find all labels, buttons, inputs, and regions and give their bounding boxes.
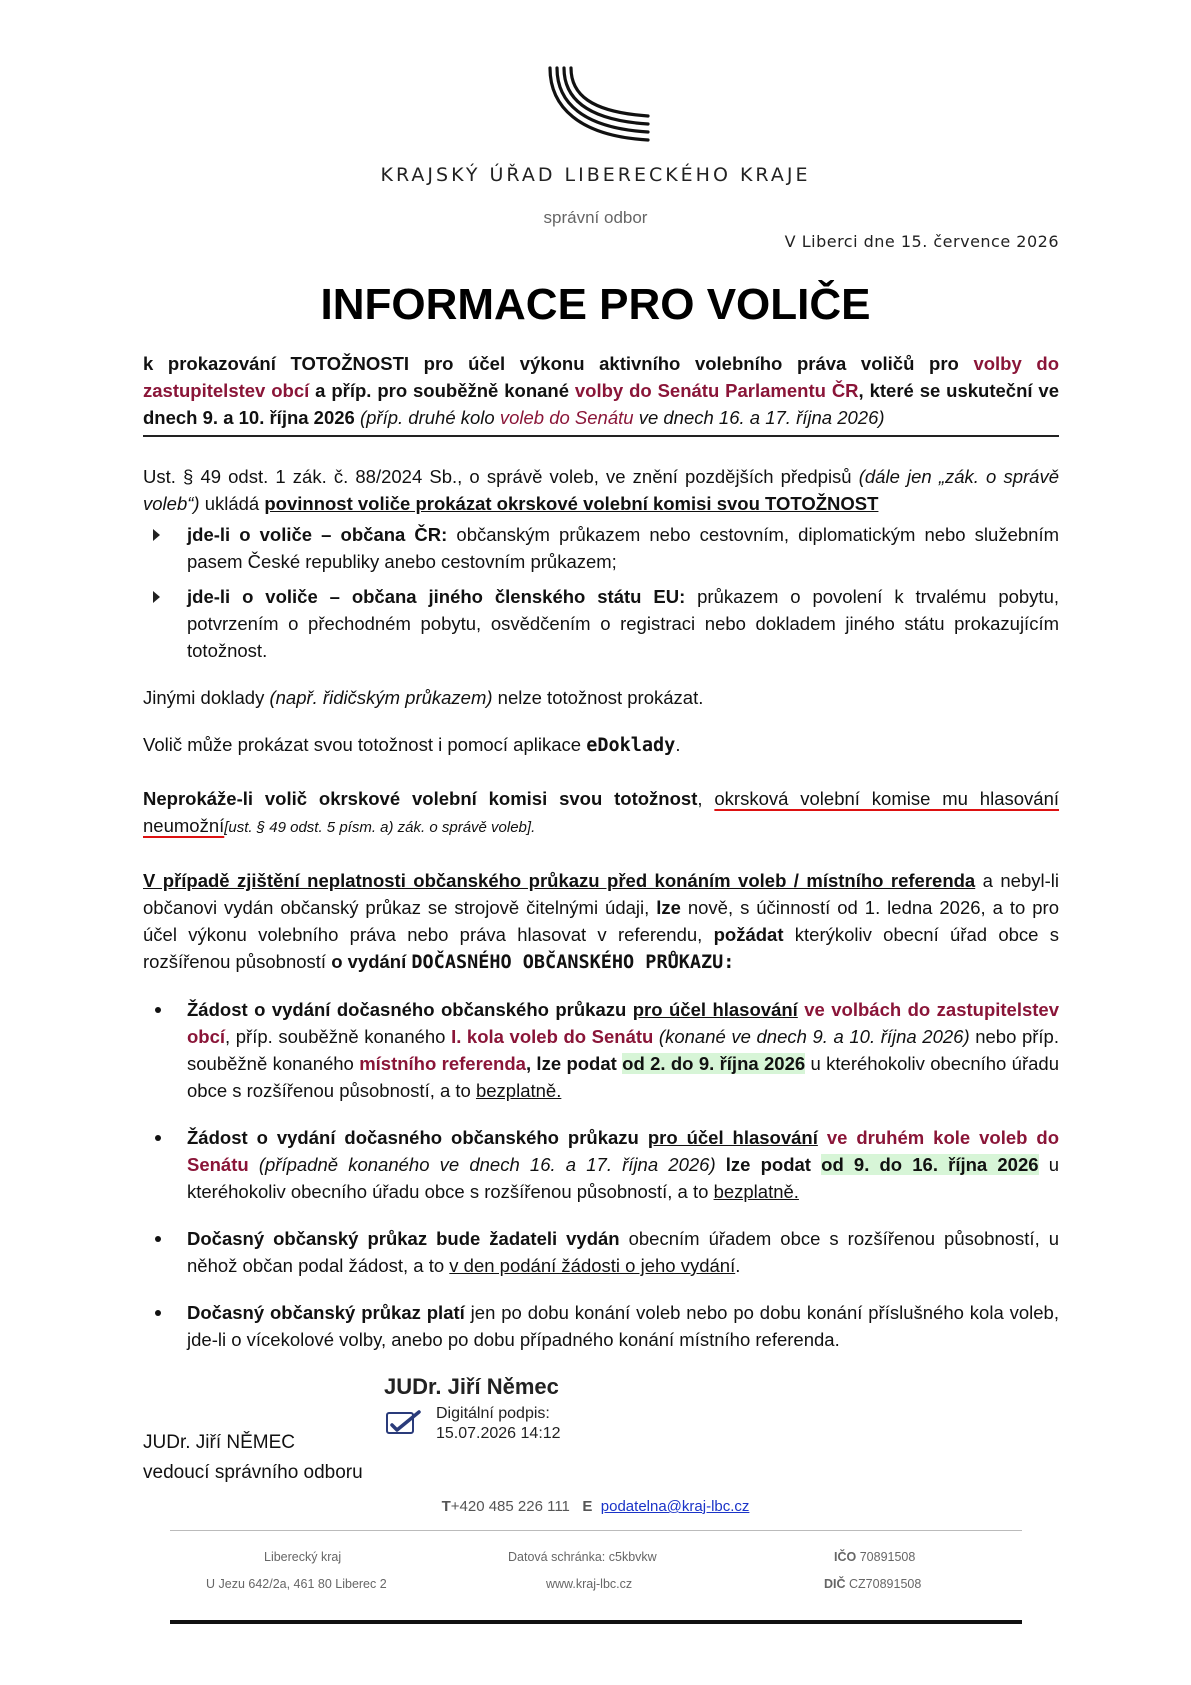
bullet-text: ve volbách do zastupitelstev obcí <box>187 999 1060 1047</box>
invalid-id-heading: V případě zjištění neplatnosti občanského průkazu před konáním voleb / místního referenda <box>143 870 976 891</box>
edoklady-paragraph <box>143 731 1059 759</box>
other-documents-paragraph <box>143 684 1059 711</box>
bullet-text: Žádost o vydání dočasného občanského průkazu <box>187 1127 648 1148</box>
invalid-id-paragraph <box>143 867 1059 976</box>
email-link[interactable]: podatelna@kraj-lbc.cz <box>600 1498 750 1515</box>
bullet-text: nebo příp. souběžně konaného <box>187 1026 1059 1074</box>
law-abbrev: (dále jen „zák. o správě voleb“) <box>143 466 1059 514</box>
no-id-paragraph <box>143 785 1059 841</box>
krajsky-urad-logo <box>548 66 658 156</box>
footer-region-name: Liberecký kraj <box>264 1550 342 1564</box>
bullet-text: místního referenda <box>359 1053 526 1074</box>
bullet-text: , příp. souběžně konaného <box>225 1026 452 1047</box>
edoklady-text: Volič může prokázat svou totožnost i pomocí aplikace <box>143 734 587 755</box>
bullet-text: pro účel hlasování <box>647 1127 818 1148</box>
bullet-text: . <box>735 1255 741 1276</box>
list-item <box>143 1225 1059 1279</box>
other-docs-text: nelze totožnost prokázat. <box>492 687 704 708</box>
digital-signature-name: JUDr. Jiří Němec <box>384 1374 559 1399</box>
footer-website: www.kraj-lbc.cz <box>546 1577 633 1591</box>
bullet-icon <box>155 1236 161 1242</box>
bullet-text: (případně konaného ve dnech 16. a 17. října 2026) <box>248 1154 716 1175</box>
intro-senate-elections: volby do Senátu Parlamentu ČR <box>574 380 859 401</box>
bullet-text: Žádost o vydání dočasného občanského průkazu <box>187 999 633 1020</box>
law-obligation: povinnost voliče prokázat okrskové volební komisi svou TOTOŽNOST <box>264 493 879 514</box>
bullet-text: I. kola voleb do Senátu <box>451 1026 654 1047</box>
law-paragraph <box>143 463 1059 517</box>
other-docs-text: Jinými doklady <box>143 687 270 708</box>
bullet-text: bezplatně. <box>713 1181 799 1202</box>
bullet-text: ve druhém kole voleb do Senátu <box>187 1127 1059 1175</box>
invalid-id-text: lze <box>656 897 681 918</box>
invalid-id-text: kterýkoliv obecní úřad obce s rozšířenou působností <box>143 924 1059 972</box>
signatory <box>143 1428 363 1488</box>
bullet-text: Dočasný občanský průkaz platí <box>187 1302 465 1323</box>
footer-divider <box>170 1530 1022 1531</box>
ico-value: 70891508 <box>859 1550 916 1564</box>
list-item-text: průkazem o povolení k trvalému pobytu, potvrzením o přechodném pobytu, osvědčením o registraci nebo dokladem jiného státu prokazujícím totožnost. <box>187 586 1059 661</box>
list-item <box>143 1299 1059 1353</box>
arrow-bullet-icon <box>153 591 160 603</box>
document-body <box>143 350 1059 1373</box>
list-item-heading: jde-li o voliče – občana jiného členského státu EU: <box>187 586 686 607</box>
invalid-id-text: nově, s účinností od 1. ledna 2026, a to pro účel výkonu volebního práva nebo práva hlasovat v referendu, <box>143 897 1059 945</box>
email-label: E <box>582 1498 593 1515</box>
dic-value: CZ70891508 <box>849 1577 922 1591</box>
intro-text: , které se uskuteční ve dnech 9. a 10. října 2026 <box>143 380 1059 428</box>
bullet-icon <box>155 1310 161 1316</box>
bullet-text: Dočasný občanský průkaz bude žadateli vydán <box>187 1228 620 1249</box>
no-id-reference: [ust. § 49 odst. 5 písm. a) zák. o správě voleb]. <box>224 819 536 836</box>
other-docs-example: (např. řidičským průkazem) <box>269 687 493 708</box>
signatory-name: JUDr. Jiří NĚMEC <box>143 1432 295 1453</box>
intro-text: a příp. pro souběžně konané <box>309 380 575 401</box>
bullet-text: obecním úřadem obce s rozšířenou působností, u něhož občan podal žádost, a to <box>187 1228 1059 1276</box>
bullet-icon <box>155 1007 161 1013</box>
edoklady-text: . <box>675 734 681 755</box>
digital-signature-date: 15.07.2026 14:12 <box>436 1425 561 1442</box>
bullet-icon <box>155 1135 161 1141</box>
organization-name: KRAJSKÝ ÚŘAD LIBERECKÉHO KRAJE <box>380 164 811 186</box>
signatory-position: vedoucí správního odboru <box>143 1462 363 1483</box>
bullet-text: pro účel hlasování <box>632 999 798 1020</box>
footer-dic <box>824 1577 921 1591</box>
temporary-id-heading: DOČASNÉHO OBČANSKÉHO PRŮKAZU: <box>411 952 735 973</box>
digital-signature-details <box>436 1404 636 1444</box>
list-item-text: občanským průkazem nebo cestovním, diplomatickým nebo služebním pasem České republiky anebo cestovním průkazem; <box>187 524 1059 572</box>
bullet-text: u kteréhokoliv obecního úřadu obce s rozšířenou působností, a to <box>187 1053 1059 1101</box>
intro-note: (příp. druhé kolo <box>354 407 500 428</box>
dic-label: DIČ <box>824 1577 846 1591</box>
footer-ico <box>834 1550 915 1564</box>
digital-signature <box>384 1374 561 1442</box>
signature-pen-icon <box>386 1408 422 1438</box>
id-document-list <box>143 521 1059 664</box>
bullet-date-range: od 2. do 9. října 2026 <box>622 1053 806 1074</box>
document-date: V Liberci dne 15. července 2026 <box>784 232 1059 251</box>
bullet-text: u kteréhokoliv obecního úřadu obce s rozšířenou působností, a to <box>187 1154 1060 1202</box>
footer-databox: Datová schránka: c5kbvkw <box>508 1550 657 1564</box>
footer-contact <box>0 1498 1191 1515</box>
law-text: ukládá <box>199 493 265 514</box>
bullet-text: , lze podat <box>525 1053 623 1074</box>
edoklady-app-name: eDoklady <box>586 735 676 756</box>
invalid-id-text: o vydání <box>331 951 412 972</box>
bullet-date-range: od 9. do 16. října 2026 <box>821 1154 1039 1175</box>
bullet-text: jen po dobu konání voleb nebo po dobu konání příslušného kola voleb, jde-li o vícekolové volby, anebo po dobu případného konání místního referenda. <box>187 1302 1059 1350</box>
intro-note-senate: voleb do Senátu <box>499 407 634 428</box>
no-id-condition: Neprokáže-li volič okrskové volební komisi svou totožnost <box>143 788 698 809</box>
phone-number: +420 485 226 111 <box>450 1498 570 1515</box>
bullet-text: (konané ve dnech 9. a 10. října 2026) <box>653 1026 970 1047</box>
list-item <box>143 1124 1059 1205</box>
no-id-consequence: okrsková volební komise mu hlasování neumožní <box>143 788 1060 836</box>
list-item-heading: jde-li o voliče – občana ČR: <box>187 524 448 545</box>
intro-text: k prokazování TOTOŽNOSTI pro účel výkonu aktivního volebního práva voličů pro <box>143 353 974 374</box>
law-text: Ust. § 49 odst. 1 zák. č. 88/2024 Sb., o správě voleb, ve znění pozdějších předpisů <box>143 466 859 487</box>
temporary-id-list <box>143 996 1059 1353</box>
intro-municipal-elections: volby do zastupitelstev obcí <box>143 353 1059 401</box>
bullet-text: v den podání žádosti o jeho vydání <box>449 1255 736 1276</box>
department-name: správní odbor <box>543 208 648 227</box>
intro-paragraph <box>143 350 1059 437</box>
intro-note: ve dnech 16. a 17. října 2026) <box>633 407 885 428</box>
footer-address: U Jezu 642/2a, 461 80 Liberec 2 <box>206 1577 387 1591</box>
digital-signature-label: Digitální podpis: <box>436 1405 550 1422</box>
phone-label: T <box>441 1498 451 1515</box>
invalid-id-text: požádat <box>713 924 784 945</box>
footer-bottom-rule <box>170 1620 1022 1624</box>
invalid-id-text: a nebyl-li občanovi vydán občanský průkaz se strojově čitelnými údaji, <box>143 870 1059 918</box>
bullet-text: lze podat <box>715 1154 822 1175</box>
list-item <box>143 521 1059 575</box>
arrow-bullet-icon <box>153 529 160 541</box>
document-title: INFORMACE PRO VOLIČE <box>320 280 871 329</box>
list-item <box>143 996 1059 1104</box>
list-item <box>143 583 1059 664</box>
no-id-text: , <box>697 788 715 809</box>
ico-label: IČO <box>834 1550 857 1564</box>
bullet-text: bezplatně. <box>475 1080 562 1101</box>
